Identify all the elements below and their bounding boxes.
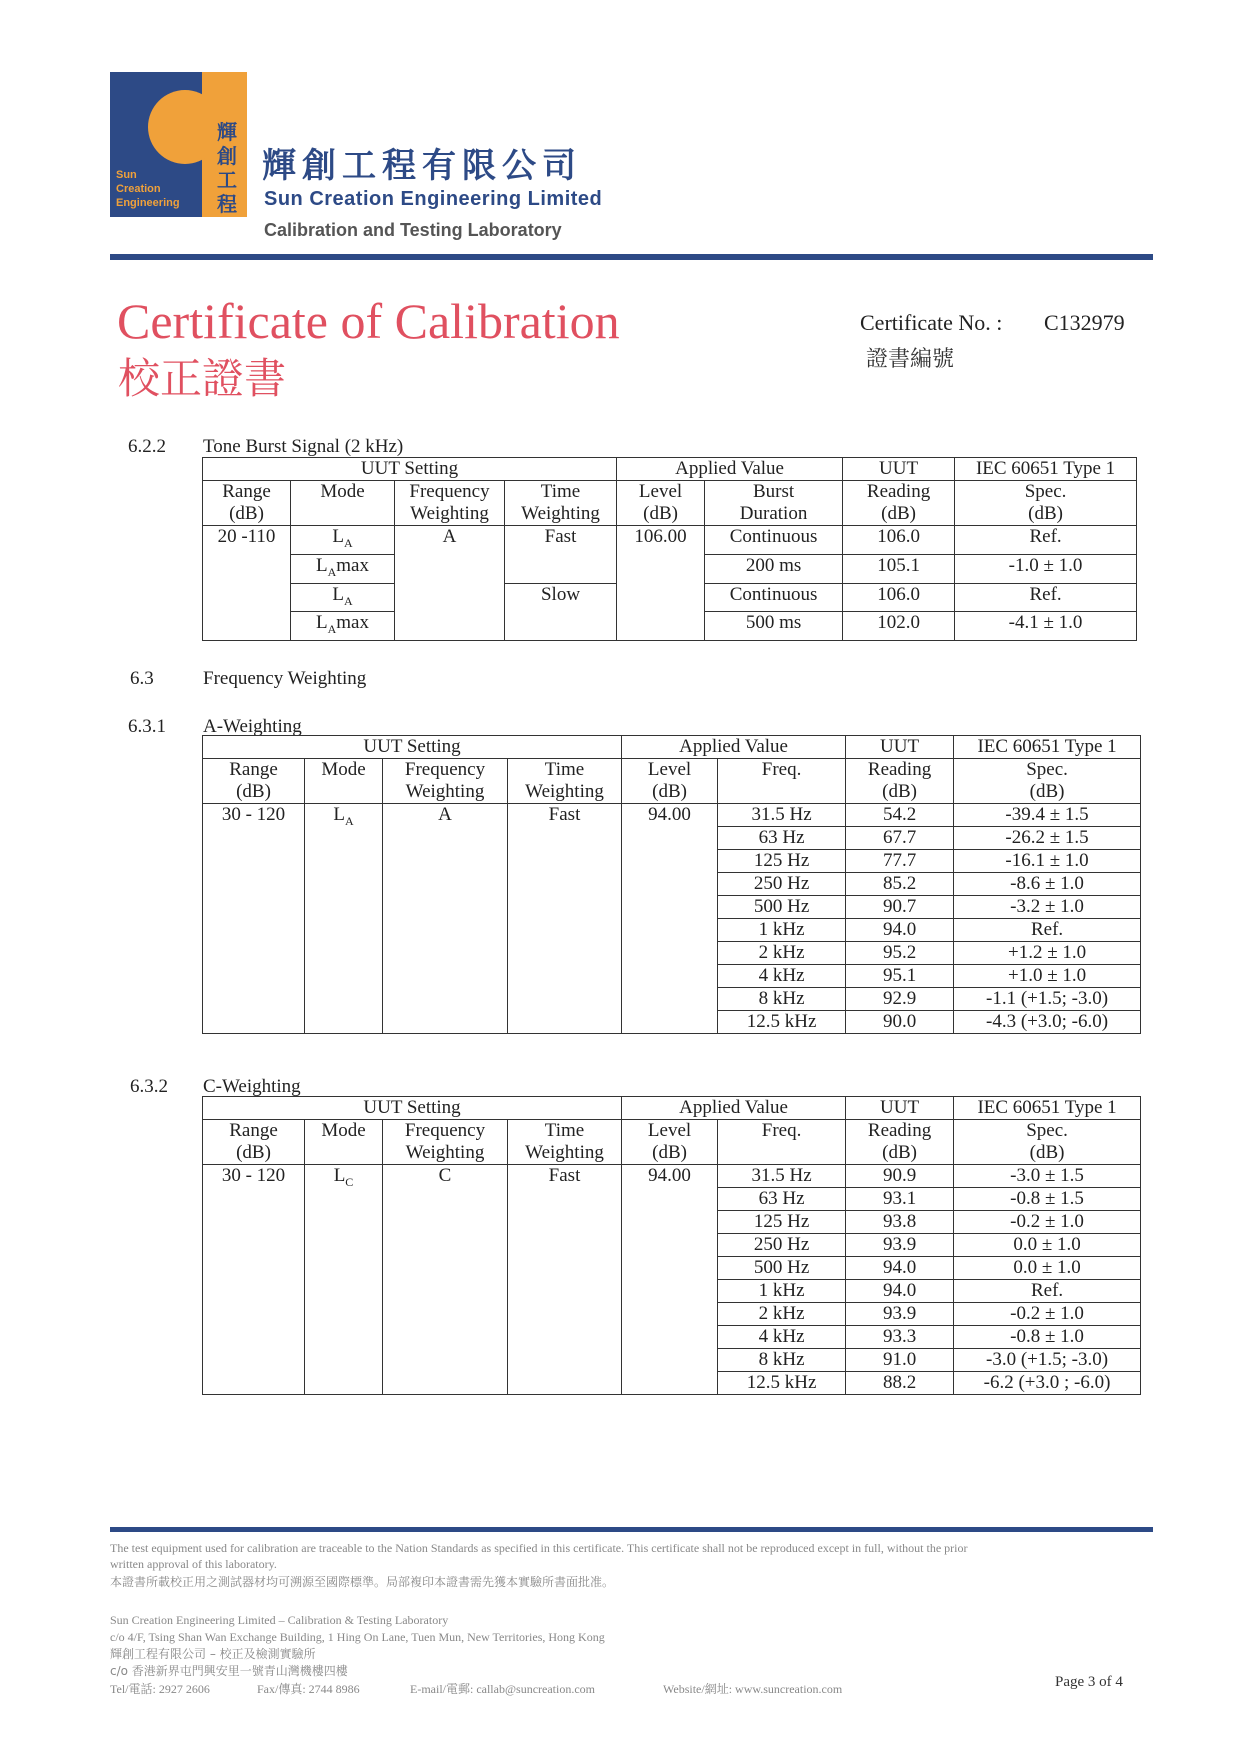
level-cell: 94.00: [622, 1165, 718, 1395]
freq-cell: 1 kHz: [718, 919, 846, 942]
header-divider: [110, 254, 1153, 260]
table-row: [203, 1165, 1141, 1188]
footer-address: c/o 4/F, Tsing Shan Wan Exchange Building, 1 Hing On Lane, Tuen Mun, New Territories, Hong Kong: [110, 1630, 605, 1644]
footer-divider: [110, 1527, 1153, 1532]
header-time-weighting: Time Weighting: [508, 759, 622, 804]
reading-cell: 77.7: [846, 850, 954, 873]
mode-cell: $L_C$: [305, 1165, 383, 1395]
spec-cell: Ref.: [954, 1280, 1141, 1303]
spec-cell: -0.2 ± 1.0: [954, 1211, 1141, 1234]
freq-cell: 31.5 Hz: [718, 804, 846, 827]
header-iec-spec: IEC 60651 Type 1: [954, 1097, 1141, 1120]
certificate-number-value: C132979: [1044, 310, 1125, 335]
header-spec: Spec. (dB): [954, 759, 1141, 804]
header-uut: UUT: [846, 736, 954, 759]
reading-cell: 106.0: [843, 526, 955, 555]
freq-cell: 125 Hz: [718, 850, 846, 873]
freq-cell: 8 kHz: [718, 988, 846, 1011]
section-title: Frequency Weighting: [203, 668, 367, 689]
table-header-row: [203, 759, 1141, 804]
time-weighting-cell: Fast: [508, 1165, 622, 1395]
spec-cell: -3.0 ± 1.5: [954, 1165, 1141, 1188]
reading-cell: 90.7: [846, 896, 954, 919]
reading-cell: 95.2: [846, 942, 954, 965]
spec-cell: 0.0 ± 1.0: [954, 1234, 1141, 1257]
reading-cell: 106.0: [843, 583, 955, 612]
spec-cell: Ref.: [954, 919, 1141, 942]
certificate-title-chinese: 校正證書: [118, 354, 287, 403]
header-spec: Spec. (dB): [954, 1120, 1141, 1165]
page-number: Page 3 of 4: [1055, 1674, 1123, 1690]
logo-text: Sun Creation Engineering: [116, 169, 180, 209]
time-weighting-cell: Slow: [505, 583, 617, 641]
header-level: Level (dB): [622, 759, 718, 804]
header-spec: Spec. (dB): [955, 481, 1137, 526]
spec-cell: -16.1 ± 1.0: [954, 850, 1141, 873]
header-applied-value: Applied Value: [622, 1097, 846, 1120]
spec-cell: +1.2 ± 1.0: [954, 942, 1141, 965]
header-iec-spec: IEC 60651 Type 1: [954, 736, 1141, 759]
frequency-weighting-cell: A: [383, 804, 508, 1034]
table-row: [203, 526, 1137, 555]
spec-cell: -0.8 ± 1.0: [954, 1326, 1141, 1349]
header-uut: UUT: [843, 458, 955, 481]
header-reading: Reading (dB): [846, 759, 954, 804]
burst-cell: 200 ms: [705, 554, 843, 583]
reading-cell: 93.1: [846, 1188, 954, 1211]
time-weighting-cell: Fast: [508, 804, 622, 1034]
time-weighting-cell: Fast: [505, 526, 617, 584]
range-cell: 20 -110: [203, 526, 291, 641]
header-time-weighting: Time Weighting: [505, 481, 617, 526]
tone-burst-table: [202, 457, 1137, 641]
level-cell: 106.00: [617, 526, 705, 641]
spec-cell: Ref.: [955, 583, 1137, 612]
table-header-row: [203, 1120, 1141, 1165]
mode-cell: $L_A$: [305, 804, 383, 1034]
reading-cell: 93.8: [846, 1211, 954, 1234]
footer-traceability-note: The test equipment used for calibration are traceable to the Nation Standards as specified in this certificate. This certificate shall not be reproduced except in full, without the prior: [110, 1541, 968, 1555]
reading-cell: 85.2: [846, 873, 954, 896]
footer-website[interactable]: Website/網址: www.suncreation.com: [663, 1682, 843, 1696]
reading-cell: 93.3: [846, 1326, 954, 1349]
table-header-row: [203, 1097, 1141, 1120]
freq-cell: 125 Hz: [718, 1211, 846, 1234]
logo-sun-icon: [148, 90, 222, 164]
freq-cell: 63 Hz: [718, 1188, 846, 1211]
table-header-row: [203, 736, 1141, 759]
spec-cell: -4.1 ± 1.0: [955, 612, 1137, 641]
company-logo: [110, 72, 247, 217]
section-title: Tone Burst Signal (2 kHz): [203, 436, 404, 457]
header-reading: Reading (dB): [843, 481, 955, 526]
reading-cell: 94.0: [846, 1257, 954, 1280]
header-iec-spec: IEC 60651 Type 1: [955, 458, 1137, 481]
mode-cell: $L_A\max$: [291, 554, 395, 583]
footer-fax: Fax/傳真: 2744 8986: [257, 1682, 360, 1696]
header-range: Range (dB): [203, 1120, 305, 1165]
range-cell: 30 - 120: [203, 804, 305, 1034]
burst-cell: Continuous: [705, 583, 843, 612]
mode-cell: $L_A\max$: [291, 612, 395, 641]
mode-cell: $L_A$: [291, 526, 395, 555]
reading-cell: 88.2: [846, 1372, 954, 1395]
spec-cell: -3.0 (+1.5; -3.0): [954, 1349, 1141, 1372]
header-uut-setting: UUT Setting: [203, 736, 622, 759]
header-mode: Mode: [291, 481, 395, 526]
freq-cell: 12.5 kHz: [718, 1372, 846, 1395]
reading-cell: 91.0: [846, 1349, 954, 1372]
header-level: Level (dB): [622, 1120, 718, 1165]
c-weighting-table: [202, 1096, 1141, 1395]
footer-company-line: Sun Creation Engineering Limited – Calibration & Testing Laboratory: [110, 1613, 449, 1627]
reading-cell: 90.9: [846, 1165, 954, 1188]
reading-cell: 93.9: [846, 1303, 954, 1326]
header-time-weighting: Time Weighting: [508, 1120, 622, 1165]
header-frequency-weighting: Frequency Weighting: [395, 481, 505, 526]
header-burst-duration: Burst Duration: [705, 481, 843, 526]
header-frequency-weighting: Frequency Weighting: [383, 1120, 508, 1165]
table-header-row: [203, 458, 1137, 481]
reading-cell: 102.0: [843, 612, 955, 641]
frequency-weighting-cell: C: [383, 1165, 508, 1395]
burst-cell: 500 ms: [705, 612, 843, 641]
range-cell: 30 - 120: [203, 1165, 305, 1395]
spec-cell: -39.4 ± 1.5: [954, 804, 1141, 827]
freq-cell: 4 kHz: [718, 965, 846, 988]
reading-cell: 95.1: [846, 965, 954, 988]
header-freq: Freq.: [718, 1120, 846, 1165]
freq-cell: 4 kHz: [718, 1326, 846, 1349]
footer-note-chinese: 本證書所載校正用之測試器材均可溯源至國際標準。局部複印本證書需先獲本實驗所書面批准。: [110, 1575, 615, 1589]
certificate-number-label: Certificate No. :: [860, 310, 1003, 335]
footer-email[interactable]: E-mail/電郵: callab@suncreation.com: [410, 1682, 595, 1696]
certificate-title: Certificate of Calibration: [117, 293, 620, 349]
header-level: Level (dB): [617, 481, 705, 526]
spec-cell: -26.2 ± 1.5: [954, 827, 1141, 850]
section-number: 6.3: [130, 668, 154, 689]
spec-cell: 0.0 ± 1.0: [954, 1257, 1141, 1280]
header-range: Range (dB): [203, 759, 305, 804]
a-weighting-table: [202, 735, 1141, 1034]
header-uut-setting: UUT Setting: [203, 458, 617, 481]
header-frequency-weighting: Frequency Weighting: [383, 759, 508, 804]
spec-cell: -0.2 ± 1.0: [954, 1303, 1141, 1326]
freq-cell: 2 kHz: [718, 942, 846, 965]
freq-cell: 31.5 Hz: [718, 1165, 846, 1188]
reading-cell: 105.1: [843, 554, 955, 583]
spec-cell: +1.0 ± 1.0: [954, 965, 1141, 988]
header-applied-value: Applied Value: [617, 458, 843, 481]
header-applied-value: Applied Value: [622, 736, 846, 759]
spec-cell: -3.2 ± 1.0: [954, 896, 1141, 919]
freq-cell: 63 Hz: [718, 827, 846, 850]
reading-cell: 94.0: [846, 1280, 954, 1303]
company-name-english: Sun Creation Engineering Limited: [264, 188, 603, 210]
header-uut-setting: UUT Setting: [203, 1097, 622, 1120]
header-uut: UUT: [846, 1097, 954, 1120]
spec-cell: -0.8 ± 1.5: [954, 1188, 1141, 1211]
header-mode: Mode: [305, 1120, 383, 1165]
burst-cell: Continuous: [705, 526, 843, 555]
section-number: 6.3.1: [128, 716, 166, 737]
spec-cell: -6.2 (+3.0 ; -6.0): [954, 1372, 1141, 1395]
footer-approval-note: written approval of this laboratory.: [110, 1557, 277, 1571]
header-reading: Reading (dB): [846, 1120, 954, 1165]
freq-cell: 500 Hz: [718, 1257, 846, 1280]
reading-cell: 92.9: [846, 988, 954, 1011]
freq-cell: 250 Hz: [718, 1234, 846, 1257]
mode-cell: $L_A$: [291, 583, 395, 612]
section-number: 6.2.2: [128, 436, 166, 457]
certificate-number-label-chinese: 證書編號: [866, 347, 955, 372]
company-name-chinese: 輝創工程有限公司: [262, 146, 582, 186]
freq-cell: 8 kHz: [718, 1349, 846, 1372]
freq-cell: 250 Hz: [718, 873, 846, 896]
spec-cell: Ref.: [955, 526, 1137, 555]
footer-address-chinese: c/o 香港新界屯門興安里一號青山灣機樓四樓: [110, 1664, 348, 1678]
freq-cell: 12.5 kHz: [718, 1011, 846, 1034]
section-title: C-Weighting: [203, 1076, 301, 1097]
spec-cell: -1.1 (+1.5; -3.0): [954, 988, 1141, 1011]
reading-cell: 90.0: [846, 1011, 954, 1034]
spec-cell: -8.6 ± 1.0: [954, 873, 1141, 896]
table-header-row: [203, 481, 1137, 526]
section-number: 6.3.2: [130, 1076, 168, 1097]
frequency-weighting-cell: A: [395, 526, 505, 641]
reading-cell: 94.0: [846, 919, 954, 942]
section-title: A-Weighting: [203, 716, 302, 737]
footer-tel: Tel/電話: 2927 2606: [110, 1682, 210, 1696]
header-freq: Freq.: [718, 759, 846, 804]
freq-cell: 500 Hz: [718, 896, 846, 919]
table-row: [203, 804, 1141, 827]
laboratory-name: Calibration and Testing Laboratory: [264, 220, 562, 240]
freq-cell: 1 kHz: [718, 1280, 846, 1303]
header-range: Range (dB): [203, 481, 291, 526]
spec-cell: -1.0 ± 1.0: [955, 554, 1137, 583]
reading-cell: 67.7: [846, 827, 954, 850]
logo-chinese-text: 輝創工程: [217, 120, 237, 216]
spec-cell: -4.3 (+3.0; -6.0): [954, 1011, 1141, 1034]
freq-cell: 2 kHz: [718, 1303, 846, 1326]
reading-cell: 54.2: [846, 804, 954, 827]
header-mode: Mode: [305, 759, 383, 804]
level-cell: 94.00: [622, 804, 718, 1034]
reading-cell: 93.9: [846, 1234, 954, 1257]
footer-company-chinese: 輝創工程有限公司 – 校正及檢測實驗所: [110, 1647, 316, 1661]
